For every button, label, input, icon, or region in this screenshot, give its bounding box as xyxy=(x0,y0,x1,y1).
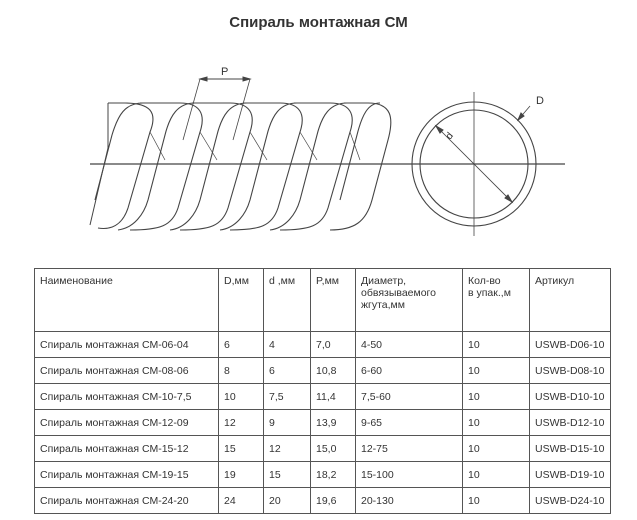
cell-name: Спираль монтажная СМ-10-7,5 xyxy=(35,384,219,410)
cell-pitch: 15,0 xyxy=(311,436,356,462)
table-row xyxy=(35,384,611,410)
cell-pitch: 10,8 xyxy=(311,358,356,384)
header-bundle-diameter: Диаметр, обвязываемого жгута,мм xyxy=(356,269,463,332)
cell-name: Спираль монтажная СМ-12-09 xyxy=(35,410,219,436)
table-row xyxy=(35,410,611,436)
cell-article: USWB-D06-10 xyxy=(530,332,611,358)
cell-pitch: 19,6 xyxy=(311,488,356,514)
cell-bundle-diameter: 4-50 xyxy=(356,332,463,358)
header-pack-length: Кол-во в упак.,м xyxy=(463,269,530,332)
table-row xyxy=(35,462,611,488)
cell-pitch: 18,2 xyxy=(311,462,356,488)
header-outer-diameter: D,мм xyxy=(219,269,264,332)
cell-pack-length: 10 xyxy=(463,436,530,462)
cell-pack-length: 10 xyxy=(463,358,530,384)
cell-outer-diameter: 10 xyxy=(219,384,264,410)
cell-outer-diameter: 6 xyxy=(219,332,264,358)
header-name: Наименование xyxy=(35,269,219,332)
cell-pitch: 11,4 xyxy=(311,384,356,410)
spiral-drawing xyxy=(0,40,637,255)
table-row xyxy=(35,358,611,384)
header-pitch: P,мм xyxy=(311,269,356,332)
cell-bundle-diameter: 20-130 xyxy=(356,488,463,514)
table-row xyxy=(35,436,611,462)
cell-bundle-diameter: 6-60 xyxy=(356,358,463,384)
spec-table xyxy=(34,268,611,514)
cell-article: USWB-D24-10 xyxy=(530,488,611,514)
cell-outer-diameter: 8 xyxy=(219,358,264,384)
spec-table-container xyxy=(34,268,611,514)
cell-pack-length: 10 xyxy=(463,384,530,410)
cell-article: USWB-D10-10 xyxy=(530,384,611,410)
cell-name: Спираль монтажная СМ-15-12 xyxy=(35,436,219,462)
table-row xyxy=(35,332,611,358)
cell-bundle-diameter: 15-100 xyxy=(356,462,463,488)
cell-pack-length: 10 xyxy=(463,488,530,514)
cell-article: USWB-D19-10 xyxy=(530,462,611,488)
cell-pack-length: 10 xyxy=(463,332,530,358)
cell-pack-length: 10 xyxy=(463,462,530,488)
cell-bundle-diameter: 12-75 xyxy=(356,436,463,462)
cell-name: Спираль монтажная СМ-19-15 xyxy=(35,462,219,488)
cell-inner-diameter: 4 xyxy=(264,332,311,358)
cell-pitch: 7,0 xyxy=(311,332,356,358)
cell-article: USWB-D15-10 xyxy=(530,436,611,462)
cell-pack-length: 10 xyxy=(463,410,530,436)
table-row xyxy=(35,488,611,514)
cell-pitch: 13,9 xyxy=(311,410,356,436)
cell-outer-diameter: 24 xyxy=(219,488,264,514)
cell-inner-diameter: 15 xyxy=(264,462,311,488)
cell-bundle-diameter: 7,5-60 xyxy=(356,384,463,410)
cell-inner-diameter: 7,5 xyxy=(264,384,311,410)
outer-diameter-label: D xyxy=(536,95,544,107)
cell-inner-diameter: 20 xyxy=(264,488,311,514)
header-article: Артикул xyxy=(530,269,611,332)
cell-name: Спираль монтажная СМ-24-20 xyxy=(35,488,219,514)
cell-inner-diameter: 9 xyxy=(264,410,311,436)
cell-inner-diameter: 12 xyxy=(264,436,311,462)
inner-diameter-label: d xyxy=(443,130,456,142)
cell-bundle-diameter: 9-65 xyxy=(356,410,463,436)
header-inner-diameter: d ,мм xyxy=(264,269,311,332)
cell-outer-diameter: 19 xyxy=(219,462,264,488)
cell-inner-diameter: 6 xyxy=(264,358,311,384)
table-header-row xyxy=(35,269,611,332)
cell-outer-diameter: 12 xyxy=(219,410,264,436)
cell-name: Спираль монтажная СМ-08-06 xyxy=(35,358,219,384)
cell-article: USWB-D12-10 xyxy=(530,410,611,436)
pitch-label: P xyxy=(221,66,229,78)
cell-name: Спираль монтажная СМ-06-04 xyxy=(35,332,219,358)
page-title: Спираль монтажная СМ xyxy=(229,14,408,31)
cell-article: USWB-D08-10 xyxy=(530,358,611,384)
spiral-strips xyxy=(95,103,391,230)
cross-section-view xyxy=(404,92,548,236)
cell-outer-diameter: 15 xyxy=(219,436,264,462)
